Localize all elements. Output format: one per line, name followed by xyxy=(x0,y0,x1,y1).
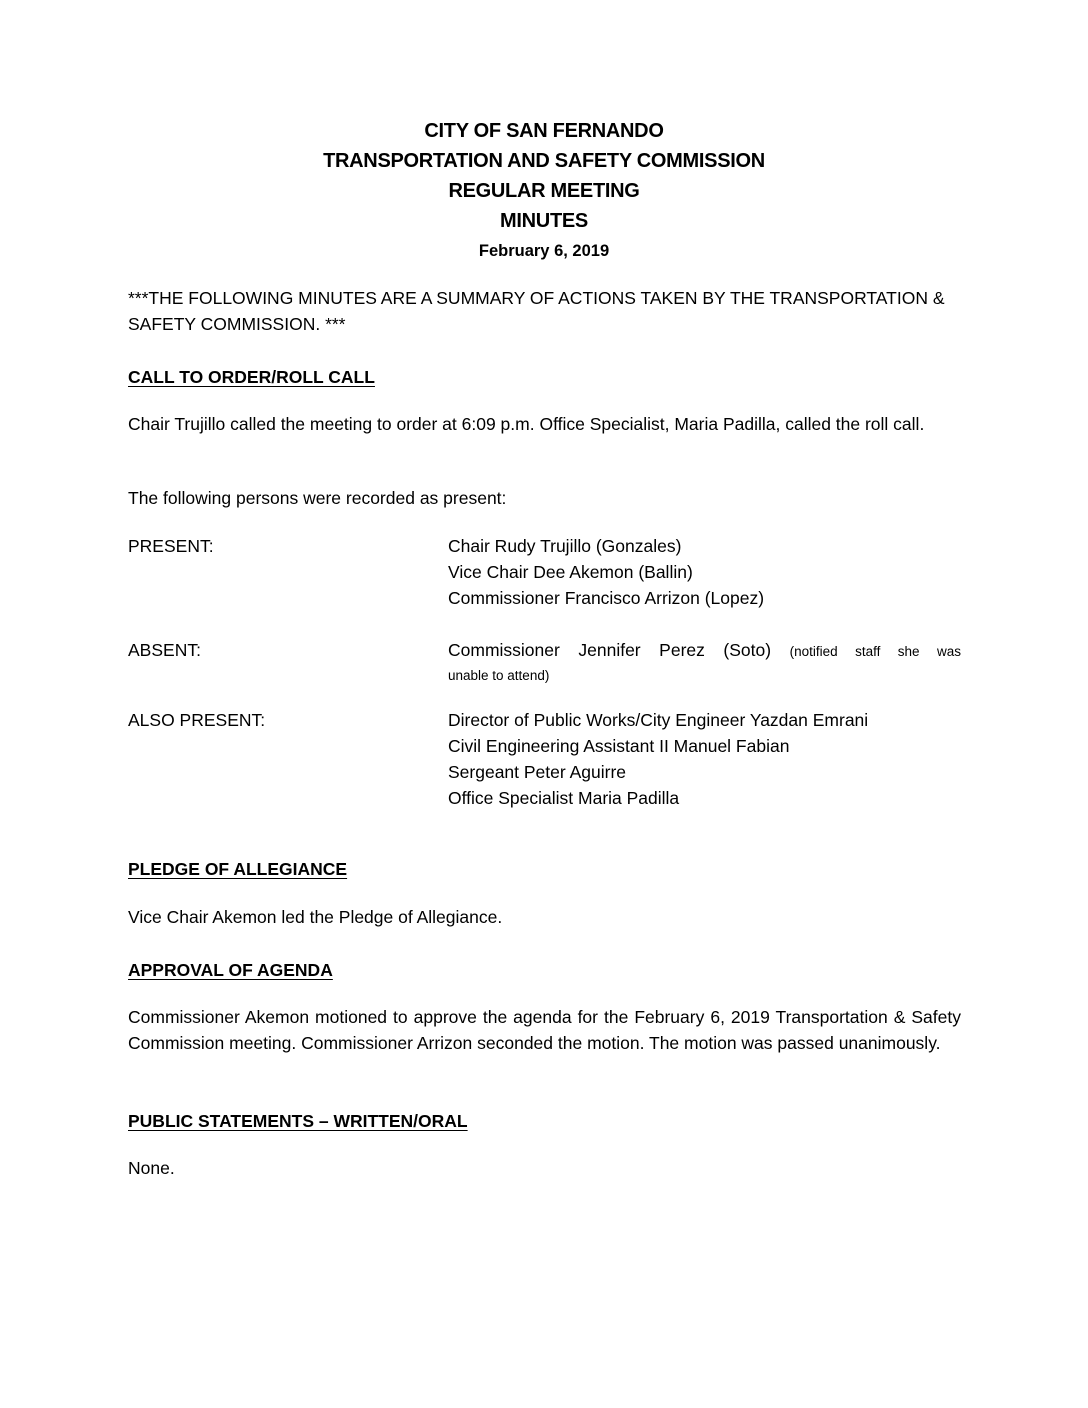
present-member: Chair Rudy Trujillo (Gonzales) xyxy=(448,536,682,556)
public-statements-heading: PUBLIC STATEMENTS – WRITTEN/ORAL xyxy=(128,1111,468,1131)
header-minutes: MINUTES xyxy=(500,210,588,232)
also-present-label: ALSO PRESENT: xyxy=(128,710,266,730)
also-present-member: Sergeant Peter Aguirre xyxy=(448,762,627,782)
absent-member: Commissioner Jennifer Perez (Soto) xyxy=(448,640,772,660)
present-member: Commissioner Francisco Arrizon (Lopez) xyxy=(448,588,765,608)
public-statements-text: None. xyxy=(128,1158,175,1178)
header-date: February 6, 2019 xyxy=(478,242,610,260)
absent-note-start: (notified staff she was xyxy=(789,644,961,659)
header-commission: TRANSPORTATION AND SAFETY COMMISSION xyxy=(323,150,765,172)
absent-member-line xyxy=(448,637,961,665)
call-to-order-heading: CALL TO ORDER/ROLL CALL xyxy=(128,367,375,387)
present-intro-text: The following persons were recorded as present: xyxy=(128,488,507,508)
also-present-list xyxy=(448,707,961,811)
intro-statement: ***THE FOLLOWING MINUTES ARE A SUMMARY OF ACTIONS TAKEN BY THE TRANSPORTATION & SAFETY COMMISSION. *** xyxy=(128,288,945,334)
approval-of-agenda-heading: APPROVAL OF AGENDA xyxy=(128,960,333,980)
pledge-heading: PLEDGE OF ALLEGIANCE xyxy=(128,859,348,879)
absent-list xyxy=(448,637,961,687)
also-present-member: Civil Engineering Assistant II Manuel Fabian xyxy=(448,736,790,756)
header-meeting-type: REGULAR MEETING xyxy=(448,180,640,202)
also-present-member: Office Specialist Maria Padilla xyxy=(448,788,680,808)
document-header xyxy=(0,116,1088,264)
absent-note-end: unable to attend) xyxy=(448,668,550,683)
pledge-text: Vice Chair Akemon led the Pledge of Allegiance. xyxy=(128,907,503,927)
header-city: CITY OF SAN FERNANDO xyxy=(424,120,664,142)
present-label: PRESENT: xyxy=(128,536,214,556)
present-member: Vice Chair Dee Akemon (Ballin) xyxy=(448,562,693,582)
call-to-order-text: Chair Trujillo called the meeting to order at 6:09 p.m. Office Specialist, Maria Padilla, called the roll call. xyxy=(128,414,925,434)
approval-of-agenda-text: Commissioner Akemon motioned to approve the agenda for the February 6, 2019 Transportation & Safety Commission meeting. Commissioner Arrizon seconded the motion. The motion was passed unanimously. xyxy=(128,1007,961,1053)
present-list xyxy=(448,533,961,611)
absent-label: ABSENT: xyxy=(128,640,201,660)
also-present-member: Director of Public Works/City Engineer Yazdan Emrani xyxy=(448,710,869,730)
